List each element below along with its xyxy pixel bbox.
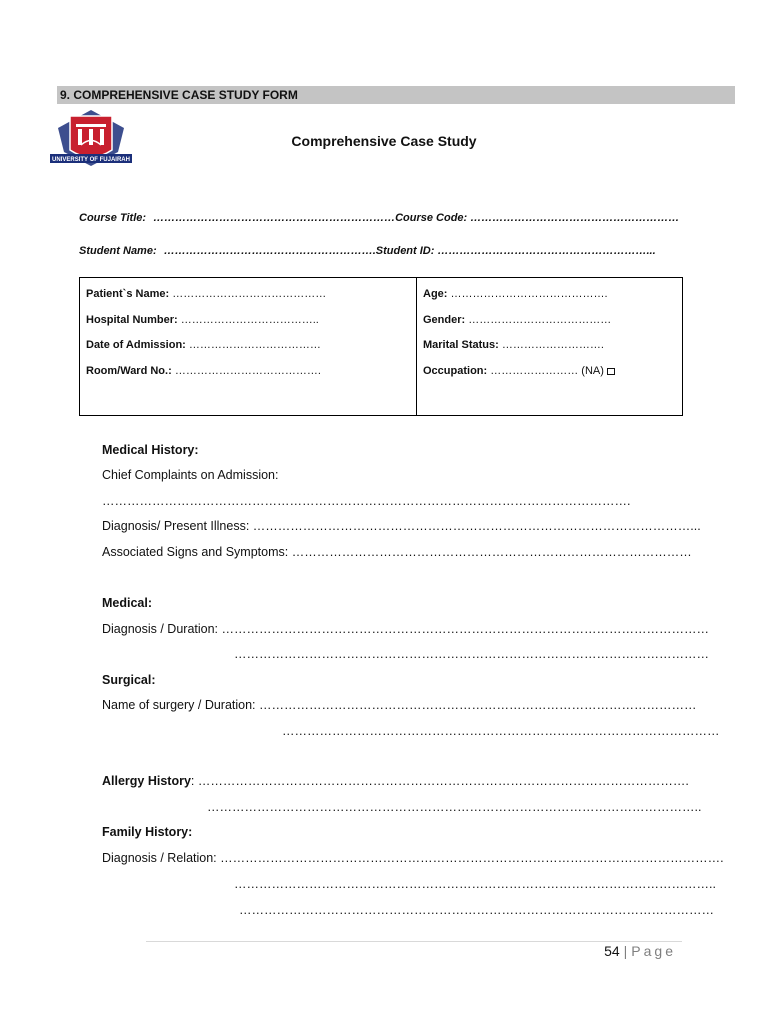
admission-date-field[interactable]: ………………………………: [188, 339, 321, 351]
room-ward-row: [86, 365, 321, 377]
student-id-field[interactable]: …………………………………………………...: [437, 245, 656, 257]
course-title-field[interactable]: …………………………………………………………: [153, 212, 396, 224]
age-field[interactable]: …………………………………….: [450, 288, 608, 300]
page-separator: |: [623, 943, 628, 959]
medical-heading: Medical:: [102, 596, 153, 610]
footer-divider: [146, 941, 682, 942]
family-history-heading: Family History:: [102, 825, 193, 839]
surgery-duration-field-2[interactable]: ……………………………………………………………………………………………: [282, 724, 720, 738]
marital-status-label: Marital Status:: [423, 339, 499, 351]
family-diagnosis-field-2[interactable]: ……………………………………………………………………………………………………..: [234, 877, 716, 891]
patient-info-table: [79, 277, 683, 416]
chief-complaints-label: Chief Complaints on Admission:: [102, 468, 279, 482]
signs-symptoms-label: Associated Signs and Symptoms:: [102, 545, 289, 559]
marital-status-row: [423, 339, 604, 351]
allergy-field[interactable]: ……………………………………………………………………………………………………….: [197, 774, 689, 788]
hospital-number-row: [86, 314, 319, 326]
room-ward-label: Room/Ward No.:: [86, 365, 172, 377]
table-divider: [416, 278, 417, 415]
occupation-field[interactable]: ……………………: [490, 365, 579, 377]
student-id-label: Student ID:: [375, 245, 435, 257]
patient-name-label: Patient`s Name:: [86, 288, 170, 300]
occupation-row: [423, 365, 615, 377]
student-line: [79, 245, 656, 257]
allergy-label: Allergy History: [102, 774, 191, 788]
present-illness-row: [102, 519, 701, 533]
allergy-row: [102, 774, 689, 788]
admission-date-row: [86, 339, 321, 351]
hospital-number-field[interactable]: ………………………………..: [180, 314, 319, 326]
medical-diagnosis-label: Diagnosis / Duration:: [102, 622, 219, 636]
patient-name-row: [86, 288, 326, 300]
hospital-number-label: Hospital Number:: [86, 314, 178, 326]
course-line: [79, 212, 679, 224]
room-ward-field[interactable]: ………………………………….: [174, 365, 321, 377]
section-header: 9. COMPREHENSIVE CASE STUDY FORM: [57, 86, 735, 104]
gender-row: [423, 314, 611, 326]
gender-field[interactable]: …………………………………: [468, 314, 612, 326]
admission-date-label: Date of Admission:: [86, 339, 186, 351]
course-title-label: Course Title:: [79, 212, 147, 224]
family-diagnosis-row: [102, 851, 724, 865]
medical-diagnosis-row: [102, 622, 709, 636]
age-row: [423, 288, 608, 300]
page-footer: [604, 943, 676, 959]
medical-history-heading: Medical History:: [102, 443, 199, 457]
signs-symptoms-field[interactable]: ……………………………………………………………………………………: [291, 545, 692, 559]
patient-name-field[interactable]: ……………………………………: [172, 288, 327, 300]
medical-diagnosis-field[interactable]: ………………………………………………………………………………………………………: [221, 622, 710, 636]
course-code-label: Course Code:: [395, 212, 468, 224]
chief-complaints-field[interactable]: ……………………………………………………………………………………………………………….: [102, 494, 631, 508]
page-title: Comprehensive Case Study: [291, 133, 477, 149]
age-label: Age:: [423, 288, 448, 300]
marital-status-field[interactable]: ……………………….: [501, 339, 604, 351]
medical-diagnosis-field-2[interactable]: ……………………………………………………………………………………………………: [234, 647, 709, 661]
surgery-duration-label: Name of surgery / Duration:: [102, 698, 256, 712]
logo-text: UNIVERSITY OF FUJAIRAH: [52, 157, 130, 163]
allergy-colon: :: [190, 774, 195, 788]
na-checkbox[interactable]: [607, 368, 615, 375]
page-number: 54: [604, 943, 620, 959]
signs-symptoms-row: [102, 545, 692, 559]
allergy-field-2[interactable]: ………………………………………………………………………………………………………..: [207, 800, 702, 814]
surgery-duration-row: [102, 698, 697, 712]
present-illness-field[interactable]: ……………………………………………………………………………………………...: [252, 519, 701, 533]
family-diagnosis-label: Diagnosis / Relation:: [102, 851, 217, 865]
course-code-field[interactable]: …………………………………………………: [470, 212, 680, 224]
surgical-heading: Surgical:: [102, 673, 156, 687]
student-name-field[interactable]: ………………………………………………….: [163, 245, 376, 257]
occupation-na-label: (NA): [581, 365, 604, 377]
page-word: Page: [631, 943, 676, 959]
gender-label: Gender:: [423, 314, 466, 326]
occupation-label: Occupation:: [423, 365, 488, 377]
family-diagnosis-field[interactable]: ………………………………………………………………………………………………………….: [220, 851, 724, 865]
present-illness-label: Diagnosis/ Present Illness:: [102, 519, 250, 533]
family-diagnosis-field-3[interactable]: ……………………………………………………………………………………………………: [239, 903, 714, 917]
student-name-label: Student Name:: [79, 245, 157, 257]
surgery-duration-field[interactable]: ……………………………………………………………………………………………: [259, 698, 697, 712]
